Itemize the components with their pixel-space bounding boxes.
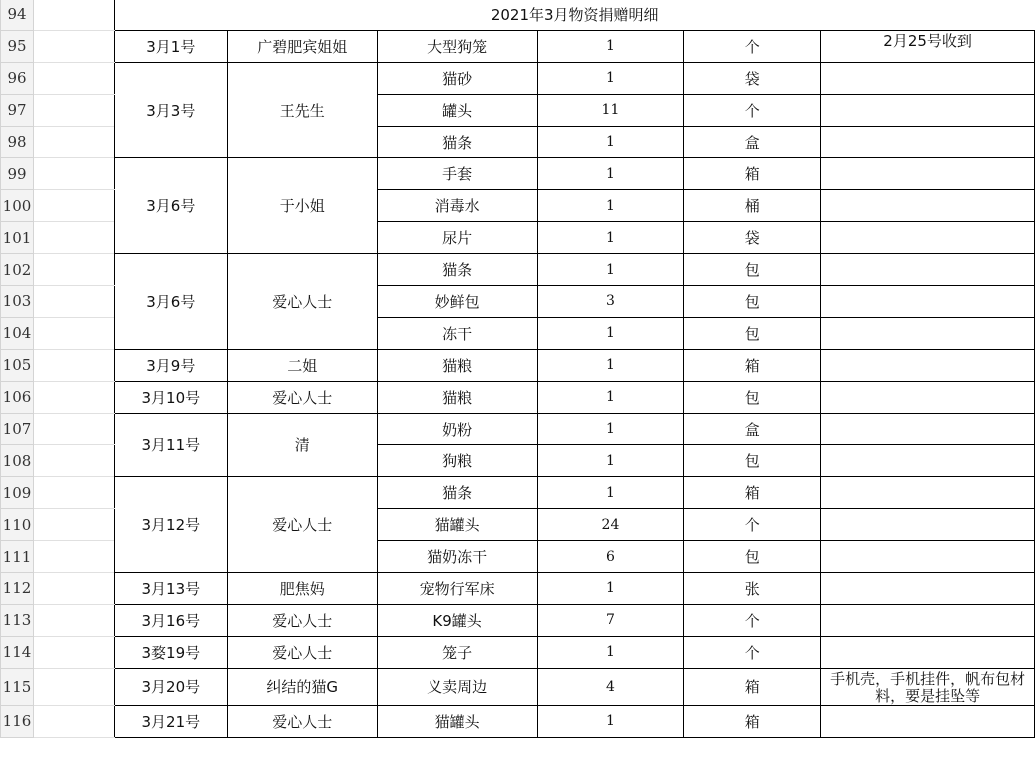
row-header[interactable]: 97: [1, 94, 34, 126]
quantity-cell[interactable]: 1: [537, 30, 684, 62]
donor-cell[interactable]: 爱心人士: [227, 604, 377, 636]
donor-cell[interactable]: 肥焦妈: [227, 573, 377, 605]
blank-cell[interactable]: [33, 222, 114, 254]
unit-cell[interactable]: 桶: [684, 190, 821, 222]
unit-cell[interactable]: 包: [684, 541, 821, 573]
note-cell[interactable]: [821, 286, 1035, 318]
table-row: [1, 668, 1035, 705]
row-header[interactable]: 114: [1, 636, 34, 668]
unit-cell[interactable]: 箱: [684, 349, 821, 381]
item-cell[interactable]: 消毒水: [377, 190, 537, 222]
quantity-cell[interactable]: 1: [537, 445, 684, 477]
blank-cell[interactable]: [33, 604, 114, 636]
row-header[interactable]: 95: [1, 30, 34, 62]
item-cell[interactable]: 宠物行军床: [377, 573, 537, 605]
table-row: [1, 381, 1035, 413]
item-cell[interactable]: 奶粉: [377, 413, 537, 445]
note-cell[interactable]: [821, 62, 1035, 94]
table-row: [1, 30, 1035, 62]
item-cell[interactable]: 猫条: [377, 254, 537, 286]
date-cell[interactable]: 3月21号: [114, 705, 227, 737]
unit-cell[interactable]: 包: [684, 317, 821, 349]
row-header[interactable]: 105: [1, 349, 34, 381]
quantity-cell[interactable]: 1: [537, 705, 684, 737]
blank-cell[interactable]: [33, 636, 114, 668]
note-cell[interactable]: [821, 94, 1035, 126]
quantity-cell[interactable]: 1: [537, 477, 684, 509]
blank-cell[interactable]: [33, 541, 114, 573]
unit-cell[interactable]: 张: [684, 573, 821, 605]
table-row: [1, 636, 1035, 668]
item-cell[interactable]: 大型狗笼: [377, 30, 537, 62]
item-cell[interactable]: 冻干: [377, 317, 537, 349]
quantity-cell[interactable]: 4: [537, 668, 684, 705]
blank-cell[interactable]: [33, 705, 114, 737]
note-cell[interactable]: [821, 705, 1035, 737]
quantity-cell[interactable]: 1: [537, 381, 684, 413]
unit-cell[interactable]: 个: [684, 94, 821, 126]
blank-cell[interactable]: [33, 0, 114, 30]
quantity-cell[interactable]: 1: [537, 317, 684, 349]
item-cell[interactable]: 猫罐头: [377, 509, 537, 541]
unit-cell[interactable]: 盒: [684, 413, 821, 445]
blank-cell[interactable]: [33, 62, 114, 94]
row-header[interactable]: 101: [1, 222, 34, 254]
item-cell[interactable]: 猫粮: [377, 381, 537, 413]
donor-cell[interactable]: 王先生: [227, 62, 377, 158]
date-cell[interactable]: 3月13号: [114, 573, 227, 605]
row-header[interactable]: 94: [1, 0, 34, 30]
row-header[interactable]: 96: [1, 62, 34, 94]
donor-cell[interactable]: 二姐: [227, 349, 377, 381]
title-row: [1, 0, 1035, 30]
date-cell[interactable]: 3月16号: [114, 604, 227, 636]
date-cell[interactable]: 3月6号: [114, 254, 227, 350]
quantity-cell[interactable]: 1: [537, 62, 684, 94]
table-row: [1, 254, 1035, 286]
note-cell[interactable]: [821, 541, 1035, 573]
table-row: [1, 62, 1035, 94]
note-cell[interactable]: [821, 317, 1035, 349]
row-header[interactable]: 111: [1, 541, 34, 573]
note-cell[interactable]: [821, 126, 1035, 158]
blank-cell[interactable]: [33, 381, 114, 413]
item-cell[interactable]: 手套: [377, 158, 537, 190]
item-cell[interactable]: 狗粮: [377, 445, 537, 477]
note-cell[interactable]: [821, 477, 1035, 509]
item-cell[interactable]: K9罐头: [377, 604, 537, 636]
item-cell[interactable]: 猫奶冻干: [377, 541, 537, 573]
sheet-title[interactable]: 2021年3月物资捐赠明细: [114, 0, 1034, 30]
item-cell[interactable]: 猫条: [377, 126, 537, 158]
row-header[interactable]: 110: [1, 509, 34, 541]
unit-cell[interactable]: 箱: [684, 705, 821, 737]
quantity-cell[interactable]: 6: [537, 541, 684, 573]
quantity-cell[interactable]: 1: [537, 126, 684, 158]
quantity-cell[interactable]: 1: [537, 254, 684, 286]
unit-cell[interactable]: 包: [684, 286, 821, 318]
note-cell[interactable]: [821, 413, 1035, 445]
row-header[interactable]: 99: [1, 158, 34, 190]
note-cell[interactable]: [821, 381, 1035, 413]
item-cell[interactable]: 猫条: [377, 477, 537, 509]
date-cell[interactable]: 3月1号: [114, 30, 227, 62]
quantity-cell[interactable]: 11: [537, 94, 684, 126]
blank-cell[interactable]: [33, 254, 114, 286]
date-cell[interactable]: 3月20号: [114, 668, 227, 705]
note-cell[interactable]: [821, 636, 1035, 668]
item-cell[interactable]: 义卖周边: [377, 668, 537, 705]
table-row: [1, 705, 1035, 737]
donor-cell[interactable]: 爱心人士: [227, 254, 377, 350]
table-row: [1, 349, 1035, 381]
unit-cell[interactable]: 箱: [684, 477, 821, 509]
unit-cell[interactable]: 盒: [684, 126, 821, 158]
date-cell[interactable]: 3月10号: [114, 381, 227, 413]
note-cell[interactable]: [821, 573, 1035, 605]
unit-cell[interactable]: 袋: [684, 62, 821, 94]
quantity-cell[interactable]: 1: [537, 636, 684, 668]
blank-cell[interactable]: [33, 413, 114, 445]
unit-cell[interactable]: 包: [684, 254, 821, 286]
date-cell[interactable]: 3月11号: [114, 413, 227, 477]
quantity-cell[interactable]: 24: [537, 509, 684, 541]
quantity-cell[interactable]: 1: [537, 349, 684, 381]
row-header[interactable]: 98: [1, 126, 34, 158]
donor-cell[interactable]: 爱心人士: [227, 381, 377, 413]
row-header[interactable]: 116: [1, 705, 34, 737]
row-header[interactable]: 115: [1, 668, 34, 705]
quantity-cell[interactable]: 1: [537, 222, 684, 254]
note-cell[interactable]: [821, 349, 1035, 381]
blank-cell[interactable]: [33, 317, 114, 349]
donor-cell[interactable]: 于小姐: [227, 158, 377, 254]
date-cell[interactable]: 3月12号: [114, 477, 227, 573]
row-header[interactable]: 106: [1, 381, 34, 413]
unit-cell[interactable]: 箱: [684, 158, 821, 190]
blank-cell[interactable]: [33, 573, 114, 605]
blank-cell[interactable]: [33, 158, 114, 190]
row-header[interactable]: 107: [1, 413, 34, 445]
table-row: [1, 413, 1035, 445]
table-row: [1, 604, 1035, 636]
table-row: [1, 477, 1035, 509]
date-cell[interactable]: 3月6号: [114, 158, 227, 254]
note-cell[interactable]: [821, 445, 1035, 477]
donor-cell[interactable]: 爱心人士: [227, 636, 377, 668]
blank-cell[interactable]: [33, 190, 114, 222]
blank-cell[interactable]: [33, 477, 114, 509]
item-cell[interactable]: 尿片: [377, 222, 537, 254]
donor-cell[interactable]: 爱心人士: [227, 705, 377, 737]
note-cell[interactable]: [821, 158, 1035, 190]
blank-cell[interactable]: [33, 286, 114, 318]
note-cell[interactable]: 手机壳，手机挂件，帆布包材料，要是挂坠等: [821, 668, 1035, 705]
item-cell[interactable]: 猫粮: [377, 349, 537, 381]
item-cell[interactable]: 猫罐头: [377, 705, 537, 737]
row-header[interactable]: 102: [1, 254, 34, 286]
blank-cell[interactable]: [33, 126, 114, 158]
blank-cell[interactable]: [33, 349, 114, 381]
table-row: [1, 158, 1035, 190]
unit-cell[interactable]: 袋: [684, 222, 821, 254]
blank-cell[interactable]: [33, 94, 114, 126]
unit-cell[interactable]: 个: [684, 509, 821, 541]
note-cell[interactable]: [821, 222, 1035, 254]
donor-cell[interactable]: 广碧肥宾姐姐: [227, 30, 377, 62]
unit-cell[interactable]: 包: [684, 381, 821, 413]
row-header[interactable]: 103: [1, 286, 34, 318]
unit-cell[interactable]: 个: [684, 636, 821, 668]
blank-cell[interactable]: [33, 30, 114, 62]
date-cell[interactable]: 3月9号: [114, 349, 227, 381]
row-header[interactable]: 113: [1, 604, 34, 636]
item-cell[interactable]: 笼子: [377, 636, 537, 668]
quantity-cell[interactable]: 7: [537, 604, 684, 636]
note-cell[interactable]: [821, 254, 1035, 286]
quantity-cell[interactable]: 1: [537, 190, 684, 222]
note-cell[interactable]: 2月25号收到: [821, 30, 1035, 62]
blank-cell[interactable]: [33, 445, 114, 477]
item-cell[interactable]: 罐头: [377, 94, 537, 126]
item-cell[interactable]: 猫砂: [377, 62, 537, 94]
row-header[interactable]: 112: [1, 573, 34, 605]
blank-cell[interactable]: [33, 509, 114, 541]
unit-cell[interactable]: 包: [684, 445, 821, 477]
donor-cell[interactable]: 清: [227, 413, 377, 477]
row-header[interactable]: 104: [1, 317, 34, 349]
quantity-cell[interactable]: 1: [537, 413, 684, 445]
donor-cell[interactable]: 纠结的猫G: [227, 668, 377, 705]
table-row: [1, 573, 1035, 605]
table-body: [1, 0, 1035, 737]
unit-cell[interactable]: 箱: [684, 668, 821, 705]
note-cell[interactable]: [821, 190, 1035, 222]
row-header[interactable]: 108: [1, 445, 34, 477]
unit-cell[interactable]: 个: [684, 30, 821, 62]
quantity-cell[interactable]: 3: [537, 286, 684, 318]
row-header[interactable]: 109: [1, 477, 34, 509]
date-cell[interactable]: 3婺19号: [114, 636, 227, 668]
donor-cell[interactable]: 爱心人士: [227, 477, 377, 573]
row-header[interactable]: 100: [1, 190, 34, 222]
item-cell[interactable]: 妙鲜包: [377, 286, 537, 318]
blank-cell[interactable]: [33, 668, 114, 705]
unit-cell[interactable]: 个: [684, 604, 821, 636]
note-cell[interactable]: [821, 509, 1035, 541]
date-cell[interactable]: 3月3号: [114, 62, 227, 158]
note-cell[interactable]: [821, 604, 1035, 636]
quantity-cell[interactable]: 1: [537, 158, 684, 190]
quantity-cell[interactable]: 1: [537, 573, 684, 605]
